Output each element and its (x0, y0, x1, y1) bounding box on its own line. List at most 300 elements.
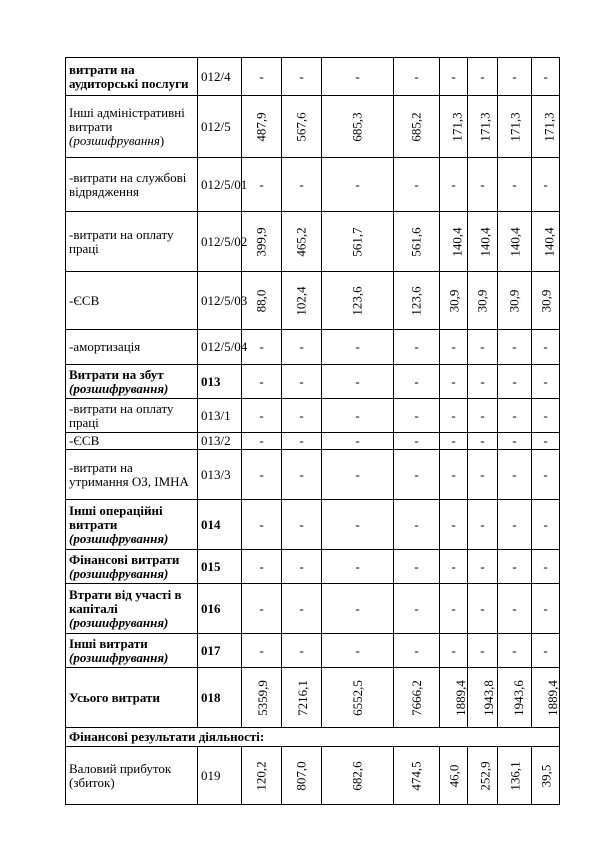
cell-value: - (355, 558, 360, 574)
value-cell (440, 433, 468, 450)
cell-value: - (414, 466, 419, 482)
value-cell (498, 158, 532, 212)
value-cell (532, 158, 560, 212)
cell-value: 102,4 (293, 285, 309, 316)
table-row (66, 365, 560, 399)
table-row (66, 450, 560, 500)
value-cell (242, 365, 282, 399)
cell-value: 561,6 (408, 226, 424, 257)
cell-value: - (451, 642, 456, 658)
value-cell (468, 158, 498, 212)
cell-value: - (259, 516, 264, 532)
row-name-text: Усього витрати (69, 689, 160, 705)
value-cell (468, 500, 498, 550)
cell-value: - (451, 407, 456, 423)
row-code: 013/1 (198, 399, 242, 433)
cell-value: 120,2 (253, 760, 269, 791)
value-cell (440, 634, 468, 668)
table-row (66, 158, 560, 212)
value-cell (468, 365, 498, 399)
value-cell (394, 500, 440, 550)
cell-value: - (512, 176, 517, 192)
cell-value: 46,0 (446, 764, 462, 787)
value-cell (282, 500, 322, 550)
cell-value: - (543, 68, 548, 84)
value-cell (322, 747, 394, 805)
value-cell (322, 272, 394, 330)
cell-value: 807,0 (293, 760, 309, 791)
cell-value: 140,4 (541, 226, 557, 257)
cell-value: - (414, 68, 419, 84)
cell-value: - (299, 339, 304, 354)
cell-value: 30,9 (506, 289, 522, 312)
value-cell (394, 433, 440, 450)
cell-value: 685,2 (408, 111, 424, 142)
table-row (66, 500, 560, 550)
value-cell (498, 58, 532, 96)
value-cell (322, 158, 394, 212)
cell-value: - (512, 600, 517, 616)
value-cell (468, 272, 498, 330)
cell-value: 171,3 (477, 111, 493, 142)
value-cell (282, 365, 322, 399)
cell-value: 171,3 (449, 111, 465, 142)
value-cell (242, 96, 282, 158)
cell-value: 474,5 (408, 760, 424, 791)
value-cell (242, 58, 282, 96)
row-name-text: Фінансові витрати (69, 551, 180, 567)
value-cell (282, 433, 322, 450)
row-name (66, 330, 198, 365)
cell-value: - (512, 558, 517, 574)
cell-value: - (299, 558, 304, 574)
value-cell (440, 747, 468, 805)
row-name (66, 365, 198, 399)
cell-value: 1889,4 (452, 679, 468, 716)
value-cell (468, 634, 498, 668)
cell-value: - (451, 466, 456, 482)
value-cell (394, 365, 440, 399)
value-cell (468, 584, 498, 634)
table-row (66, 96, 560, 158)
row-name-text: -витрати на утримання ОЗ, ІМНА (69, 459, 189, 489)
value-cell (440, 668, 468, 728)
cell-value: 171,3 (541, 111, 557, 142)
row-name-text: Втрати від участі в капіталі (69, 586, 182, 616)
cell-value: 6552,5 (349, 679, 365, 716)
financial-table (65, 57, 560, 805)
cell-value: - (480, 433, 485, 448)
value-cell (242, 668, 282, 728)
value-cell (322, 96, 394, 158)
cell-value: 1889,4 (544, 679, 560, 716)
row-name (66, 550, 198, 584)
cell-value: - (355, 433, 360, 448)
cell-value: - (480, 516, 485, 532)
cell-value: 1943,6 (510, 679, 526, 716)
value-cell (440, 272, 468, 330)
table-row (66, 272, 560, 330)
cell-value: - (259, 407, 264, 423)
cell-value: 7666,2 (408, 679, 424, 716)
row-code: 018 (198, 668, 242, 728)
cell-value: 1943,8 (480, 679, 496, 716)
cell-value: 88,0 (253, 289, 269, 312)
row-name-note: (розшифрування) (69, 565, 169, 581)
cell-value: - (259, 433, 264, 448)
value-cell (282, 584, 322, 634)
cell-value: - (355, 373, 360, 389)
cell-value: - (299, 433, 304, 448)
value-cell (468, 96, 498, 158)
row-code: 012/5/04 (198, 330, 242, 365)
row-code: 019 (198, 747, 242, 805)
cell-value: 171,3 (507, 111, 523, 142)
value-cell (282, 212, 322, 272)
row-name-text: -амортизація (69, 339, 141, 354)
cell-value: - (259, 600, 264, 616)
cell-value: - (480, 600, 485, 616)
value-cell (394, 550, 440, 584)
value-cell (440, 212, 468, 272)
value-cell (242, 584, 282, 634)
value-cell (440, 96, 468, 158)
cell-value: - (414, 407, 419, 423)
row-name (66, 272, 198, 330)
value-cell (282, 58, 322, 96)
value-cell (468, 550, 498, 584)
row-name-text: -ЄСВ (69, 292, 100, 308)
value-cell (532, 433, 560, 450)
value-cell (532, 58, 560, 96)
table-row (66, 634, 560, 668)
row-name-note: (розшифрування) (69, 530, 169, 546)
value-cell (282, 399, 322, 433)
section-row (66, 728, 560, 747)
value-cell (440, 450, 468, 500)
row-name (66, 212, 198, 272)
cell-value: - (512, 433, 517, 448)
row-code: 017 (198, 634, 242, 668)
cell-value: - (355, 339, 360, 354)
table-row (66, 212, 560, 272)
cell-value: - (259, 68, 264, 84)
cell-value: - (259, 373, 264, 389)
value-cell (440, 365, 468, 399)
cell-value: - (480, 68, 485, 84)
cell-value: 5359,9 (254, 679, 270, 716)
row-name-text: -витрати на службові відрядження (69, 169, 187, 199)
cell-value: - (451, 339, 456, 354)
table-row (66, 58, 560, 96)
cell-value: - (451, 176, 456, 192)
value-cell (394, 450, 440, 500)
value-cell (532, 330, 560, 365)
value-cell (394, 158, 440, 212)
value-cell (468, 433, 498, 450)
row-code: 012/5/02 (198, 212, 242, 272)
table-row (66, 550, 560, 584)
cell-value: - (299, 176, 304, 192)
value-cell (322, 58, 394, 96)
cell-value: - (299, 516, 304, 532)
value-cell (282, 272, 322, 330)
cell-value: 30,9 (474, 289, 490, 312)
row-name (66, 158, 198, 212)
value-cell (322, 450, 394, 500)
row-name-text: Інші адміністративні витрати (69, 104, 185, 134)
cell-value: - (480, 642, 485, 658)
row-name-tail: ) (159, 132, 165, 148)
cell-value: 30,9 (538, 289, 554, 312)
value-cell (440, 500, 468, 550)
row-name (66, 96, 198, 158)
value-cell (498, 634, 532, 668)
value-cell (498, 668, 532, 728)
value-cell (282, 450, 322, 500)
value-cell (394, 668, 440, 728)
value-cell (282, 96, 322, 158)
cell-value: 685,3 (349, 111, 365, 142)
cell-value: - (543, 407, 548, 423)
cell-value: 39,5 (538, 764, 554, 787)
value-cell (532, 450, 560, 500)
cell-value: - (480, 176, 485, 192)
table-row (66, 330, 560, 365)
value-cell (532, 365, 560, 399)
value-cell (498, 500, 532, 550)
cell-value: - (451, 600, 456, 616)
value-cell (242, 399, 282, 433)
value-cell (394, 399, 440, 433)
cell-value: - (355, 466, 360, 482)
cell-value: 136,1 (507, 760, 523, 791)
cell-value: 123,6 (349, 285, 365, 316)
row-name (66, 500, 198, 550)
cell-value: - (451, 68, 456, 84)
cell-value: - (355, 176, 360, 192)
row-code: 012/5 (198, 96, 242, 158)
cell-value: - (512, 373, 517, 389)
value-cell (532, 584, 560, 634)
row-name (66, 584, 198, 634)
value-cell (394, 747, 440, 805)
row-code: 016 (198, 584, 242, 634)
cell-value: - (355, 600, 360, 616)
cell-value: - (512, 642, 517, 658)
value-cell (440, 58, 468, 96)
cell-value: - (512, 516, 517, 532)
cell-value: - (543, 176, 548, 192)
row-name-note: (розшифрування) (69, 649, 169, 665)
value-cell (242, 212, 282, 272)
cell-value: - (480, 558, 485, 574)
cell-value: 7216,1 (294, 679, 310, 716)
value-cell (498, 433, 532, 450)
cell-value: - (299, 373, 304, 389)
cell-value: - (543, 600, 548, 616)
cell-value: - (512, 339, 517, 354)
value-cell (282, 158, 322, 212)
value-cell (468, 747, 498, 805)
cell-value: 30,9 (446, 289, 462, 312)
row-code: 012/4 (198, 58, 242, 96)
value-cell (394, 584, 440, 634)
value-cell (322, 365, 394, 399)
cell-value: - (355, 407, 360, 423)
cell-value: - (299, 600, 304, 616)
value-cell (282, 634, 322, 668)
table-row (66, 399, 560, 433)
cell-value: - (512, 466, 517, 482)
value-cell (440, 399, 468, 433)
cell-value: - (355, 642, 360, 658)
cell-value: - (259, 558, 264, 574)
value-cell (498, 550, 532, 584)
value-cell (498, 584, 532, 634)
cell-value: - (414, 339, 419, 354)
value-cell (394, 58, 440, 96)
row-code: 012/5/03 (198, 272, 242, 330)
table-row (66, 747, 560, 805)
value-cell (468, 58, 498, 96)
row-name-text: Інші операційні витрати (69, 502, 163, 532)
value-cell (322, 550, 394, 584)
cell-value: 252,9 (477, 760, 493, 791)
cell-value: - (355, 516, 360, 532)
cell-value: - (543, 433, 548, 448)
cell-value: 561,7 (349, 226, 365, 257)
value-cell (468, 668, 498, 728)
cell-value: - (512, 68, 517, 84)
cell-value: - (512, 407, 517, 423)
value-cell (394, 272, 440, 330)
value-cell (498, 96, 532, 158)
value-cell (498, 330, 532, 365)
cell-value: - (480, 407, 485, 423)
value-cell (468, 330, 498, 365)
cell-value: - (414, 558, 419, 574)
cell-value: 465,2 (293, 226, 309, 257)
row-name: Валовий прибуток (збиток) (66, 747, 198, 805)
row-code: 012/5/01 (198, 158, 242, 212)
cell-value: - (259, 339, 264, 354)
row-name-text: Витрати на збут (69, 366, 164, 382)
row-code: 014 (198, 500, 242, 550)
row-name (66, 58, 198, 96)
cell-value: - (299, 407, 304, 423)
cell-value: 140,4 (449, 226, 465, 257)
cell-value: - (414, 176, 419, 192)
cell-value: 140,4 (507, 226, 523, 257)
cell-value: - (355, 68, 360, 84)
value-cell (242, 634, 282, 668)
value-cell (242, 550, 282, 584)
table-row (66, 584, 560, 634)
cell-value: - (299, 466, 304, 482)
value-cell (532, 399, 560, 433)
cell-value: - (543, 339, 548, 354)
value-cell (498, 747, 532, 805)
value-cell (322, 500, 394, 550)
cell-value: - (543, 642, 548, 658)
value-cell (498, 450, 532, 500)
value-cell (282, 330, 322, 365)
row-name-text: -витрати на оплату праці (69, 226, 174, 256)
cell-value: - (451, 433, 456, 448)
value-cell (468, 212, 498, 272)
cell-value: 682,6 (349, 760, 365, 791)
value-cell (322, 212, 394, 272)
value-cell (322, 634, 394, 668)
cell-value: 140,4 (477, 226, 493, 257)
value-cell (498, 365, 532, 399)
value-cell (498, 272, 532, 330)
cell-value: - (299, 68, 304, 84)
row-name-text: витрати на аудиторські послуги (69, 61, 189, 91)
cell-value: - (543, 373, 548, 389)
section-title: Фінансові результати діяльності: (66, 728, 560, 747)
cell-value: - (451, 373, 456, 389)
value-cell (242, 500, 282, 550)
cell-value: - (414, 600, 419, 616)
value-cell (282, 550, 322, 584)
value-cell (468, 450, 498, 500)
value-cell (532, 668, 560, 728)
row-code: 013 (198, 365, 242, 399)
cell-value: - (414, 642, 419, 658)
table-row (66, 668, 560, 728)
row-name (66, 399, 198, 433)
cell-value: - (259, 642, 264, 658)
cell-value: - (543, 516, 548, 532)
cell-value: - (414, 433, 419, 448)
row-name-text: -ЄСВ (69, 433, 100, 448)
value-cell (322, 399, 394, 433)
cell-value: - (451, 558, 456, 574)
value-cell (532, 272, 560, 330)
table-row (66, 433, 560, 450)
row-name (66, 433, 198, 450)
value-cell (322, 668, 394, 728)
value-cell (394, 634, 440, 668)
row-name (66, 634, 198, 668)
value-cell (322, 330, 394, 365)
cell-value: 123,6 (408, 285, 424, 316)
cell-value: - (259, 176, 264, 192)
cell-value: 487,9 (253, 111, 269, 142)
row-name (66, 450, 198, 500)
value-cell (394, 96, 440, 158)
value-cell (322, 584, 394, 634)
value-cell (532, 634, 560, 668)
row-name-note: (розшифрування) (69, 614, 169, 630)
value-cell (532, 212, 560, 272)
cell-value: - (414, 516, 419, 532)
value-cell (532, 747, 560, 805)
row-name-note: (розшифрування) (69, 380, 169, 396)
row-name-text: -витрати на оплату праці (69, 400, 174, 430)
cell-value: 399,9 (253, 226, 269, 257)
value-cell (532, 96, 560, 158)
row-code: 013/2 (198, 433, 242, 450)
cell-value: - (299, 642, 304, 658)
value-cell (242, 272, 282, 330)
value-cell (532, 500, 560, 550)
cell-value: 567,6 (293, 111, 309, 142)
cell-value: - (543, 558, 548, 574)
value-cell (242, 433, 282, 450)
